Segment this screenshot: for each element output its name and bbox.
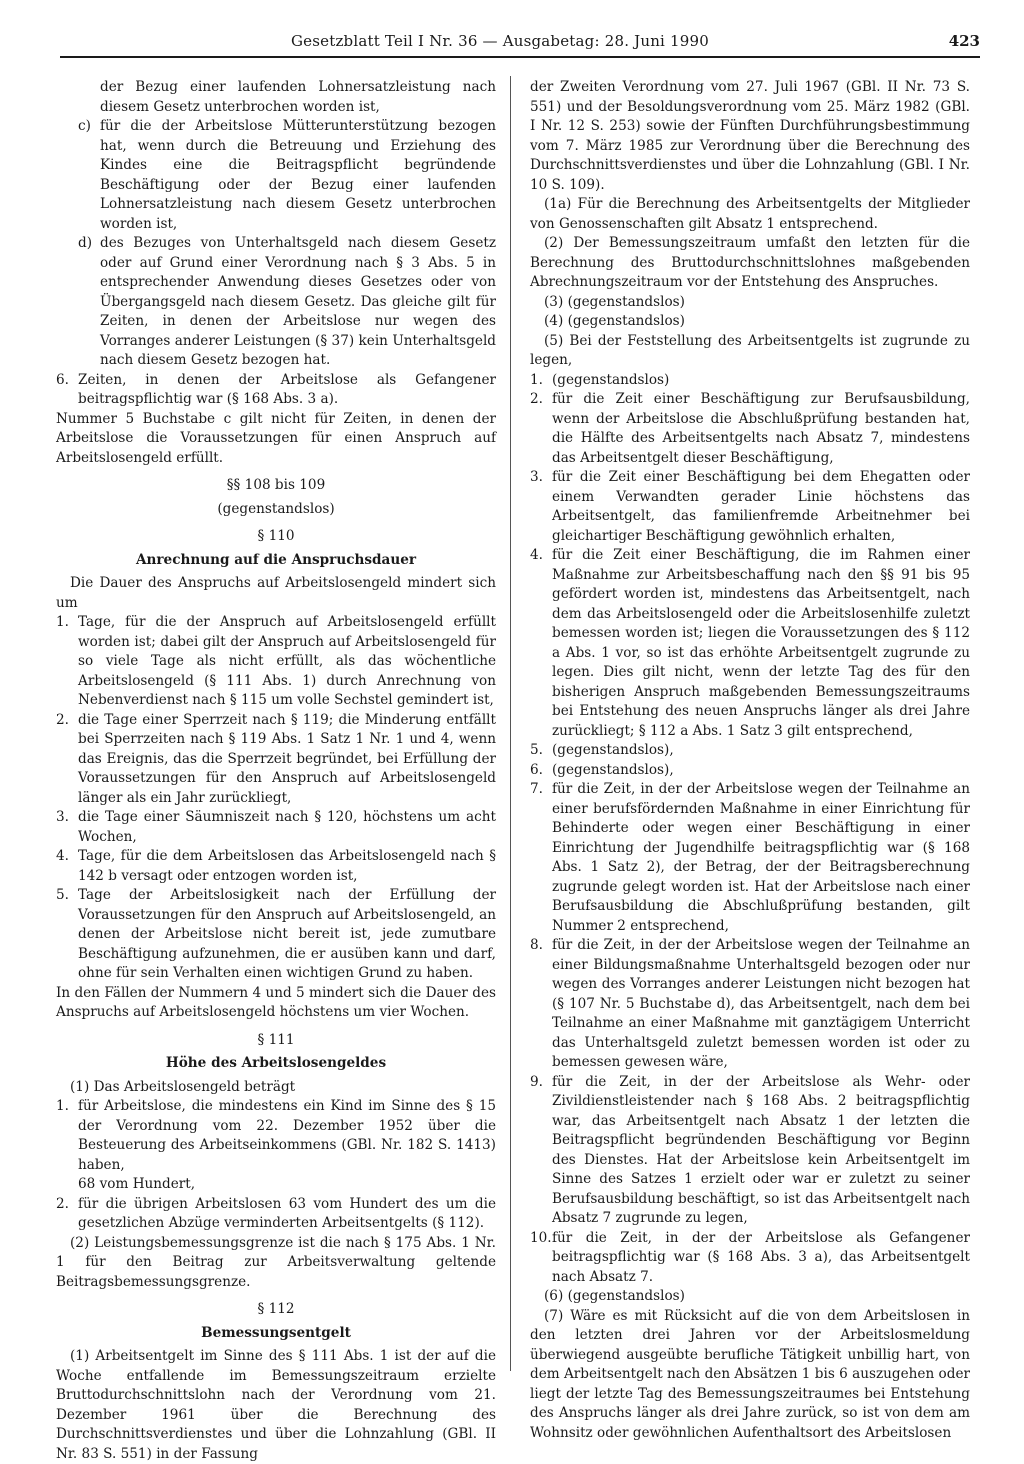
list-item-number: 6. [530,761,543,778]
section-111-heading: § 111 [257,1031,295,1048]
list-item-number: 9. [530,1073,543,1090]
list-item [530,546,970,741]
item-6-number: 6. [56,371,69,388]
section-112-p6: (6) (gegenstandslos) [544,1288,685,1304]
column-divider [510,76,511,1371]
list-item [56,847,496,886]
list-item-text: für die Zeit einer Beschäftigung zur Berufsausbildung, wenn der Arbeitslose die Abschlußprüfung bestanden hat, die Hälfte des Arbeitsentgelts nach Absatz 7, mindestens das Arbeitsentgelt dieser Beschäftigung, [552,391,970,466]
section-112-p5: (5) Bei der Feststellung des Arbeitsentgelts ist zugrunde zu legen, [530,332,970,368]
list-item [56,808,496,847]
list-item-number: 1. [56,614,69,630]
list-item-number: 8. [530,937,543,953]
item-d-number: d) [78,235,93,251]
list-item-text: für die Zeit einer Beschäftigung bei dem Ehegatten oder einem Verwandten gerader Linie höchstens das Arbeitsentgelt, das familienfremde Arbeitnehmer bei gleichartiger Beschäftigung gewöhnlich erhalten, [552,469,970,544]
left-column [56,78,496,1464]
list-item [530,1229,970,1288]
section-112-p5-list [530,371,970,1288]
list-item-number: 10. [530,1229,552,1246]
section-111-item-1-rate: 68 vom Hundert, [78,1176,196,1192]
list-item-text: (gegenstandslos), [552,761,674,778]
section-110-title: Anrechnung auf die Anspruchsdauer [135,551,417,568]
list-item-number: 5. [530,742,543,758]
list-item-number: 4. [56,848,69,864]
list-item-text: die Tage einer Säumniszeit nach § 120, höchstens um acht Wochen, [78,809,496,845]
list-item-text: für die Zeit, in der der Arbeitslose als Gefangener beitragspflichtig war (§ 168 Abs. 3 a), das Arbeitsentgelt nach Absatz 7. [552,1229,970,1285]
list-item-text: für Arbeitslose, die mindestens ein Kind im Sinne des § 15 der Verordnung vom 22. Dezember 1952 über die Besteuerung des Arbeitseinkommens (GBl. Nr. 182 S. 1413) haben, [78,1098,496,1173]
list-item-number: 1. [530,371,543,388]
section-112-p3: (3) (gegenstandslos) [544,293,685,310]
section-108-text: (gegenstandslos) [217,500,335,517]
section-112-title: Bemessungsentgelt [201,1324,351,1341]
list-item-text: Tage, für die dem Arbeitslosen das Arbeitslosengeld nach § 142 b versagt oder entzogen worden ist, [78,848,496,884]
list-item-number: 4. [530,547,543,563]
list-item-number: 2. [56,1195,69,1212]
list-item-text: (gegenstandslos) [552,371,670,388]
list-item-number: 5. [56,887,69,903]
section-110-heading: § 110 [257,528,295,544]
item-d [56,234,496,371]
right-column [530,78,970,1443]
page-header [60,30,980,58]
list-item [530,390,970,468]
list-item-number: 1. [56,1098,69,1114]
list-item-text: die Tage einer Sperrzeit nach § 119; die Minderung entfällt bei Sperrzeiten nach § 119 Abs. 1 Satz 1 Nr. 1 und 4, wenn das Ereignis, das die Sperrzeit begründet, bei Erfüllung der Voraussetzungen für den Anspruch auf Arbeitslosengeld länger als ein Jahr zurückliegt, [78,711,496,806]
section-110-tail: In den Fällen der Nummern 4 und 5 mindert sich die Dauer des Anspruchs auf Arbeitslosengeld höchstens um vier Wochen. [56,984,496,1020]
list-item [530,780,970,936]
item-c-number: c) [78,118,91,134]
list-item [530,468,970,546]
section-111-item-2 [56,1195,496,1234]
section-111-p2: (2) Leistungsbemessungsgrenze ist die nach § 175 Abs. 1 Nr. 1 für den Beitrag zur Arbeitsverwaltung geltende Beitragsbemessungsgrenze. [56,1234,496,1290]
item-d-text: des Bezuges von Unterhaltsgeld nach diesem Gesetz oder auf Grund einer Verordnung nach § 3 Abs. 5 in entsprechender Anwendung dieses Gesetzes oder von Übergangsgeld nach diesem Gesetz. Das gleiche gilt für Zeiten, in denen der Arbeitslose nur wegen des Vorranges anderer Leistungen (§ 37) kein Unterhaltsgeld nach diesem Gesetz bezogen hat. [100,235,496,368]
running-title: Gesetzblatt Teil I Nr. 36 — Ausgabetag: 28. Juni 1990 [290,32,710,50]
list-item-text: für die Zeit, in der der Arbeitslose wegen der Teilnahme an einer Bildungsmaßnahme Unterhaltsgeld bezogen oder nur wegen des Vorranges anderer Leistungen nicht bezogen hat (§ 107 Nr. 5 Buchstabe d), das Arbeitsentgelt, nach dem bei Teilnahme an einer Maßnahme mit ganztägigem Unterricht das Unterhaltsgeld zuletzt bemessen worden ist oder zu bemessen gewesen wäre, [552,937,970,1070]
list-item-text: (gegenstandslos), [552,742,674,758]
item-6 [56,371,496,410]
section-112-p1-continuation: der Zweiten Verordnung vom 27. Juli 1967 (GBl. II Nr. 73 S. 551) und der Besoldungsverordnung vom 25. März 1982 (GBl. I Nr. 12 S. 253) sowie der Fünften Durchführungsbestimmung vom 7. März 1985 zur Verordnung über die Berechnung des Durchschnittsverdienstes und über die Lohnzahlung (GBl. I Nr. 10 S. 109). [530,79,970,193]
list-item-text: für die Zeit, in der der Arbeitslose wegen der Teilnahme an einer berufsfördernden Maßnahme in einer Einrichtung für Behinderte oder wegen einer Beschäftigung in einer Einrichtung der Jugendhilfe beitragspflichtig war (§ 168 Abs. 1 Satz 2), der Betrag, der der Beitragsberechnung zugrunde gelegt worden ist. Hat der Arbeitslose nach einer Berufsausbildung die Abschlußprüfung bestanden, gilt Nummer 2 entsprechend, [552,781,970,934]
list-item-text: Tage, für die der Anspruch auf Arbeitslosengeld erfüllt worden ist; dabei gilt der Anspruch auf Arbeitslosengeld für so viele Tage als nicht erfüllt, als das wöchentliche Arbeitslosengeld (§ 111 Abs. 1) durch Anrechnung von Nebenverdienst nach § 115 um volle Sechstel gemindert ist, [78,614,496,708]
list-item-text: für die übrigen Arbeitslosen 63 vom Hundert des um die gesetzlichen Abzüge verminderten Arbeitsentgelts (§ 112). [78,1195,496,1231]
section-112-p1: (1) Arbeitsentgelt im Sinne des § 111 Abs. 1 ist der auf die Woche entfallende im Bemessungszeitraum erzielte Bruttodurchschnittslohn nach der Verordnung vom 21. Dezember 1961 über die Berechnung des Durchschnittsverdienstes und über die Lohnzahlung (GBl. II Nr. 83 S. 551) in der Fassung [56,1348,496,1462]
list-item-text: Tage der Arbeitslosigkeit nach der Erfüllung der Voraussetzungen für den Anspruch auf Arbeitslosengeld, an denen der Arbeitslose nicht bereit ist, jede zumutbare Beschäftigung aufzunehmen, die er ausüben kann und darf, ohne für sein Verhalten einen wichtigen Grund zu haben. [78,887,496,981]
section-110-list [56,613,496,984]
list-item [56,711,496,809]
list-item-number: 3. [56,809,69,825]
section-112-p1a: (1a) Für die Berechnung des Arbeitsentgelts der Mitglieder von Genossenschaften gilt Absatz 1 entsprechend. [530,196,970,232]
list-item-text: für die Zeit, in der der Arbeitslose als Wehr- oder Zivildienstleistender nach § 168 Abs. 2 beitragspflichtig war, das Arbeitsentgelt nach Absatz 1 der letzten die Beitragspflicht begründenden Beschäftigung vor Beginn des Dienstes. Hat der Arbeitslose kein Arbeitsentgelt im Sinne des Satzes 1 erzielt oder war er zuletzt zu seiner Berufsausbildung beschäftigt, so ist das Arbeitsentgelt nach Absatz 7 zugrunde zu legen, [552,1073,970,1226]
section-112-p2: (2) Der Bemessungszeitraum umfaßt den letzten für die Berechnung des Bruttodurchschnittslohnes maßgebenden Abrechnungszeitraum vor der Entstehung des Anspruches. [530,235,970,290]
section-111-title: Höhe des Arbeitslosengeldes [165,1055,387,1071]
section-108-heading: §§ 108 bis 109 [226,477,326,493]
list-item [56,886,496,984]
list-item [530,371,970,391]
nummer5-paragraph: Nummer 5 Buchstabe c gilt nicht für Zeiten, in denen der Arbeitslose die Voraussetzungen für einen Anspruch auf Arbeitslosengeld erfüllt. [56,410,496,466]
list-item [530,741,970,761]
item-b-continuation: der Bezug einer laufenden Lohnersatzleistung nach diesem Gesetz unterbrochen worden ist, [100,79,496,115]
section-111-item-1 [56,1097,496,1175]
list-item-number: 2. [56,711,69,728]
item-c-text: für die der Arbeitslose Mütterunterstützung bezogen hat, wenn durch die Betreuung und Erziehung des Kindes eine die Beitragspflicht begründende Beschäftigung oder der Bezug einer laufenden Lohnersatzleistung nach diesem Gesetz unterbrochen worden ist, [100,118,496,232]
section-112-p7: (7) Wäre es mit Rücksicht auf die von dem Arbeitslosen in den letzten drei Jahren vor der Arbeitslosmeldung überwiegend ausgeübte berufliche Tätigkeit unbillig hart, von dem Arbeitsentgelt nach den Absätzen 1 bis 6 auszugehen oder liegt der letzte Tag des Bemessungszeitraumes bei Entstehung des Anspruchs länger als drei Jahre zurück, so ist von dem am Wohnsitz oder gewöhnlichen Aufenthaltsort des Arbeitslosen [530,1307,970,1441]
section-110-intro: Die Dauer des Anspruchs auf Arbeitslosengeld mindert sich um [56,575,496,611]
list-item-number: 3. [530,469,543,485]
list-item [530,761,970,781]
section-112-p4: (4) (gegenstandslos) [544,313,685,329]
item-c [56,117,496,234]
page-number: 423 [948,32,980,50]
section-111-p1: (1) Das Arbeitslosengeld beträgt [70,1078,296,1095]
item-6-text: Zeiten, in denen der Arbeitslose als Gefangener beitragspflichtig war (§ 168 Abs. 3 a). [78,371,496,407]
list-item-number: 2. [530,391,543,407]
list-item [530,936,970,1073]
list-item [56,613,496,711]
list-item [530,1073,970,1229]
section-112-heading: § 112 [257,1301,295,1317]
list-item-text: für die Zeit einer Beschäftigung, die im Rahmen einer Maßnahme zur Arbeitsbeschaffung nach den §§ 91 bis 95 gefördert worden ist, mindestens das Arbeitsentgelt, nach dem das Arbeitslosengeld oder die Arbeitslosenhilfe zuletzt bemessen worden ist; liegen die Voraussetzungen des § 112 a Abs. 1 vor, so ist das erhöhte Arbeitsentgelt zugrunde zu legen. Dies gilt nicht, wenn der letzte Tag des für den bisherigen Anspruch maßgebenden Bemessungszeitraums bei Entstehung des neuen Anspruchs länger als drei Jahre zurückliegt; § 112 a Abs. 1 Satz 3 gilt entsprechend, [552,547,970,739]
list-item-number: 7. [530,781,543,797]
